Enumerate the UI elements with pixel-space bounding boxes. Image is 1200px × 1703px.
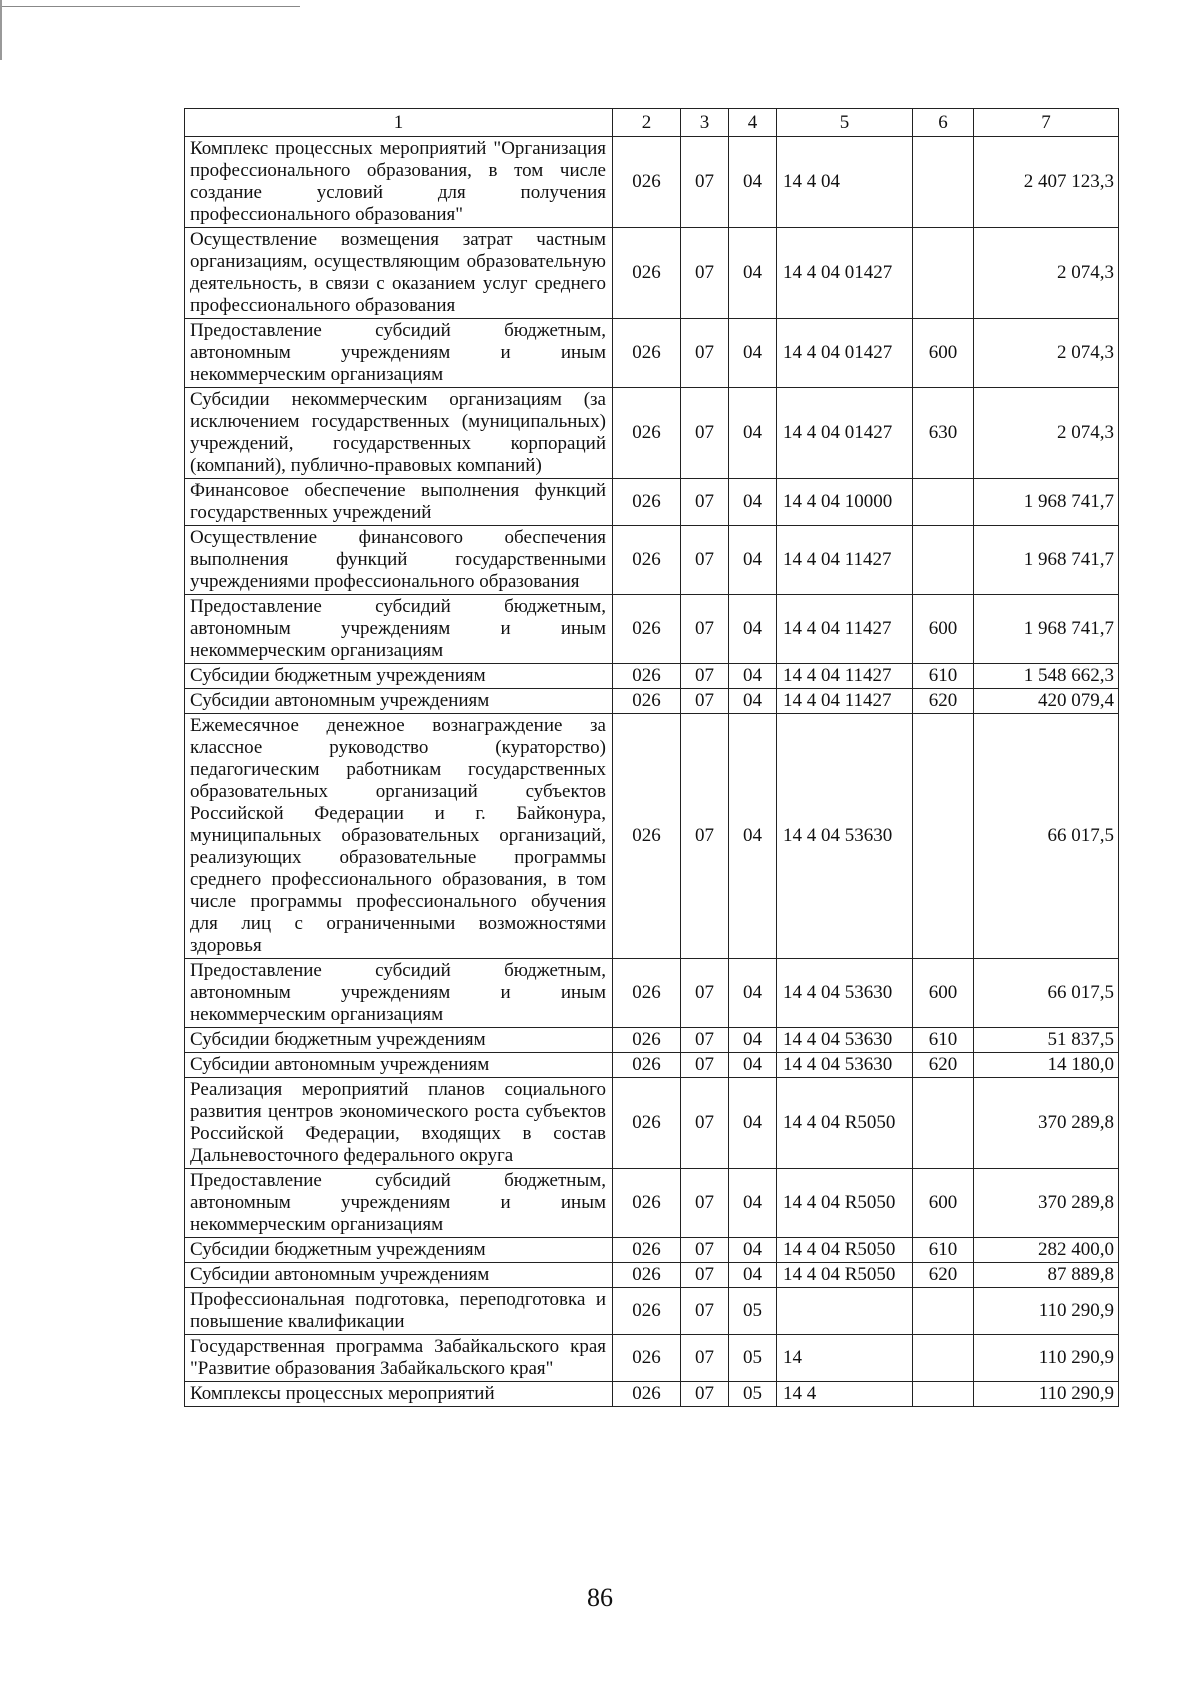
subsection-code-cell: 04 xyxy=(729,959,777,1028)
amount-cell: 51 837,5 xyxy=(974,1028,1119,1053)
target-article-cell: 14 4 04 R5050 xyxy=(777,1263,913,1288)
table-row xyxy=(185,388,1119,479)
table-row xyxy=(185,689,1119,714)
expense-type-cell xyxy=(913,137,974,228)
item-name-cell: Предоставление субсидий бюджетным, автономным учреждениям и иным некоммерческим организациям xyxy=(185,959,613,1028)
expense-type-cell: 600 xyxy=(913,319,974,388)
section-code-cell: 07 xyxy=(681,1078,729,1169)
amount-cell: 110 290,9 xyxy=(974,1335,1119,1382)
item-name-cell: Субсидии автономным учреждениям xyxy=(185,1053,613,1078)
item-name-cell: Предоставление субсидий бюджетным, автономным учреждениям и иным некоммерческим организациям xyxy=(185,319,613,388)
expense-type-cell: 620 xyxy=(913,1053,974,1078)
subsection-code-cell: 04 xyxy=(729,137,777,228)
expense-type-cell: 620 xyxy=(913,689,974,714)
item-name-cell: Субсидии автономным учреждениям xyxy=(185,689,613,714)
grbs-code-cell: 026 xyxy=(613,1078,681,1169)
grbs-code-cell: 026 xyxy=(613,1028,681,1053)
table-row xyxy=(185,714,1119,959)
amount-cell: 2 074,3 xyxy=(974,388,1119,479)
grbs-code-cell: 026 xyxy=(613,1382,681,1407)
subsection-code-cell: 04 xyxy=(729,1238,777,1263)
target-article-cell: 14 4 04 01427 xyxy=(777,388,913,479)
table-row xyxy=(185,1335,1119,1382)
item-name-cell: Субсидии некоммерческим организациям (за исключением государственных (муниципальных) учреждений, государственных корпораций (компаний), публично-правовых компаний) xyxy=(185,388,613,479)
subsection-code-cell: 05 xyxy=(729,1288,777,1335)
expense-type-cell: 610 xyxy=(913,664,974,689)
section-code-cell: 07 xyxy=(681,228,729,319)
grbs-code-cell: 026 xyxy=(613,714,681,959)
item-name-cell: Субсидии бюджетным учреждениям xyxy=(185,1028,613,1053)
grbs-code-cell: 026 xyxy=(613,319,681,388)
grbs-code-cell: 026 xyxy=(613,1238,681,1263)
item-name-cell: Предоставление субсидий бюджетным, автономным учреждениям и иным некоммерческим организациям xyxy=(185,595,613,664)
amount-cell: 370 289,8 xyxy=(974,1078,1119,1169)
amount-cell: 110 290,9 xyxy=(974,1288,1119,1335)
table-row xyxy=(185,1238,1119,1263)
item-name-cell: Комплексы процессных мероприятий xyxy=(185,1382,613,1407)
expense-type-cell: 620 xyxy=(913,1263,974,1288)
expense-type-cell xyxy=(913,479,974,526)
subsection-code-cell: 04 xyxy=(729,388,777,479)
subsection-code-cell: 04 xyxy=(729,1263,777,1288)
table-row xyxy=(185,1078,1119,1169)
grbs-code-cell: 026 xyxy=(613,664,681,689)
section-code-cell: 07 xyxy=(681,959,729,1028)
target-article-cell: 14 4 04 R5050 xyxy=(777,1238,913,1263)
grbs-code-cell: 026 xyxy=(613,388,681,479)
expense-type-cell xyxy=(913,1288,974,1335)
expense-type-cell xyxy=(913,1078,974,1169)
subsection-code-cell: 04 xyxy=(729,664,777,689)
subsection-code-cell: 05 xyxy=(729,1382,777,1407)
header-col-5: 5 xyxy=(777,109,913,137)
amount-cell: 110 290,9 xyxy=(974,1382,1119,1407)
amount-cell: 1 548 662,3 xyxy=(974,664,1119,689)
grbs-code-cell: 026 xyxy=(613,228,681,319)
target-article-cell: 14 4 04 11427 xyxy=(777,664,913,689)
subsection-code-cell: 04 xyxy=(729,479,777,526)
section-code-cell: 07 xyxy=(681,1238,729,1263)
header-col-4: 4 xyxy=(729,109,777,137)
item-name-cell: Субсидии бюджетным учреждениям xyxy=(185,664,613,689)
amount-cell: 282 400,0 xyxy=(974,1238,1119,1263)
amount-cell: 370 289,8 xyxy=(974,1169,1119,1238)
table-row xyxy=(185,1288,1119,1335)
subsection-code-cell: 04 xyxy=(729,228,777,319)
table-header-row xyxy=(185,109,1119,137)
table-row xyxy=(185,1053,1119,1078)
subsection-code-cell: 04 xyxy=(729,526,777,595)
grbs-code-cell: 026 xyxy=(613,1053,681,1078)
item-name-cell: Ежемесячное денежное вознаграждение за классное руководство (кураторство) педагогическим работникам государственных образовательных организаций субъектов Российской Федерации и г. Байконура, муниципальных образовательных организаций, реализующих образовательные программы среднего профессионального образования, в том числе программы профессионального обучения для лиц с ограниченными возможностями здоровья xyxy=(185,714,613,959)
target-article-cell: 14 4 xyxy=(777,1382,913,1407)
header-col-2: 2 xyxy=(613,109,681,137)
subsection-code-cell: 04 xyxy=(729,1028,777,1053)
grbs-code-cell: 026 xyxy=(613,1335,681,1382)
table-row xyxy=(185,137,1119,228)
subsection-code-cell: 04 xyxy=(729,1053,777,1078)
target-article-cell: 14 4 04 11427 xyxy=(777,689,913,714)
target-article-cell: 14 4 04 R5050 xyxy=(777,1078,913,1169)
target-article-cell: 14 4 04 11427 xyxy=(777,595,913,664)
target-article-cell xyxy=(777,1288,913,1335)
expense-type-cell xyxy=(913,228,974,319)
section-code-cell: 07 xyxy=(681,1028,729,1053)
section-code-cell: 07 xyxy=(681,1263,729,1288)
target-article-cell: 14 4 04 53630 xyxy=(777,1053,913,1078)
expense-type-cell xyxy=(913,1335,974,1382)
section-code-cell: 07 xyxy=(681,595,729,664)
header-col-3: 3 xyxy=(681,109,729,137)
grbs-code-cell: 026 xyxy=(613,595,681,664)
table-row xyxy=(185,664,1119,689)
amount-cell: 87 889,8 xyxy=(974,1263,1119,1288)
header-col-1: 1 xyxy=(185,109,613,137)
item-name-cell: Комплекс процессных мероприятий "Организация профессионального образования, в том числе создание условий для получения профессионального образования" xyxy=(185,137,613,228)
amount-cell: 2 407 123,3 xyxy=(974,137,1119,228)
amount-cell: 66 017,5 xyxy=(974,959,1119,1028)
expense-type-cell: 600 xyxy=(913,1169,974,1238)
expense-type-cell: 610 xyxy=(913,1028,974,1053)
section-code-cell: 07 xyxy=(681,526,729,595)
table-row xyxy=(185,1169,1119,1238)
budget-table xyxy=(184,108,1119,1407)
amount-cell: 14 180,0 xyxy=(974,1053,1119,1078)
table-row xyxy=(185,959,1119,1028)
item-name-cell: Профессиональная подготовка, переподготовка и повышение квалификации xyxy=(185,1288,613,1335)
section-code-cell: 07 xyxy=(681,319,729,388)
subsection-code-cell: 04 xyxy=(729,595,777,664)
expense-type-cell: 600 xyxy=(913,959,974,1028)
subsection-code-cell: 04 xyxy=(729,319,777,388)
section-code-cell: 07 xyxy=(681,137,729,228)
expense-type-cell xyxy=(913,526,974,595)
scan-edge-line xyxy=(0,6,300,7)
amount-cell: 66 017,5 xyxy=(974,714,1119,959)
section-code-cell: 07 xyxy=(681,1335,729,1382)
amount-cell: 1 968 741,7 xyxy=(974,479,1119,526)
table-row xyxy=(185,595,1119,664)
amount-cell: 2 074,3 xyxy=(974,319,1119,388)
amount-cell: 2 074,3 xyxy=(974,228,1119,319)
grbs-code-cell: 026 xyxy=(613,1288,681,1335)
scan-edge-mark xyxy=(0,0,2,60)
item-name-cell: Государственная программа Забайкальского края "Развитие образования Забайкальского края" xyxy=(185,1335,613,1382)
target-article-cell: 14 4 04 R5050 xyxy=(777,1169,913,1238)
target-article-cell: 14 4 04 xyxy=(777,137,913,228)
grbs-code-cell: 026 xyxy=(613,959,681,1028)
item-name-cell: Реализация мероприятий планов социального развития центров экономического роста субъектов Российской Федерации, входящих в состав Дальневосточного федерального округа xyxy=(185,1078,613,1169)
expense-type-cell: 630 xyxy=(913,388,974,479)
grbs-code-cell: 026 xyxy=(613,1169,681,1238)
item-name-cell: Субсидии бюджетным учреждениям xyxy=(185,1238,613,1263)
section-code-cell: 07 xyxy=(681,1053,729,1078)
section-code-cell: 07 xyxy=(681,714,729,959)
section-code-cell: 07 xyxy=(681,388,729,479)
target-article-cell: 14 xyxy=(777,1335,913,1382)
table-row xyxy=(185,1263,1119,1288)
table-row xyxy=(185,526,1119,595)
grbs-code-cell: 026 xyxy=(613,479,681,526)
header-col-6: 6 xyxy=(913,109,974,137)
section-code-cell: 07 xyxy=(681,1382,729,1407)
amount-cell: 420 079,4 xyxy=(974,689,1119,714)
table-row xyxy=(185,1028,1119,1053)
subsection-code-cell: 04 xyxy=(729,714,777,959)
grbs-code-cell: 026 xyxy=(613,526,681,595)
target-article-cell: 14 4 04 53630 xyxy=(777,1028,913,1053)
target-article-cell: 14 4 04 53630 xyxy=(777,714,913,959)
expense-type-cell xyxy=(913,714,974,959)
table-row xyxy=(185,228,1119,319)
target-article-cell: 14 4 04 01427 xyxy=(777,228,913,319)
table-row xyxy=(185,319,1119,388)
target-article-cell: 14 4 04 01427 xyxy=(777,319,913,388)
amount-cell: 1 968 741,7 xyxy=(974,526,1119,595)
target-article-cell: 14 4 04 10000 xyxy=(777,479,913,526)
item-name-cell: Осуществление финансового обеспечения выполнения функций государственными учреждениями профессионального образования xyxy=(185,526,613,595)
item-name-cell: Субсидии автономным учреждениям xyxy=(185,1263,613,1288)
grbs-code-cell: 026 xyxy=(613,137,681,228)
amount-cell: 1 968 741,7 xyxy=(974,595,1119,664)
section-code-cell: 07 xyxy=(681,1169,729,1238)
section-code-cell: 07 xyxy=(681,1288,729,1335)
expense-type-cell xyxy=(913,1382,974,1407)
section-code-cell: 07 xyxy=(681,664,729,689)
target-article-cell: 14 4 04 11427 xyxy=(777,526,913,595)
target-article-cell: 14 4 04 53630 xyxy=(777,959,913,1028)
item-name-cell: Предоставление субсидий бюджетным, автономным учреждениям и иным некоммерческим организациям xyxy=(185,1169,613,1238)
grbs-code-cell: 026 xyxy=(613,689,681,714)
subsection-code-cell: 04 xyxy=(729,1169,777,1238)
page-number: 86 xyxy=(587,1583,613,1612)
header-col-7: 7 xyxy=(974,109,1119,137)
expense-type-cell: 610 xyxy=(913,1238,974,1263)
expense-type-cell: 600 xyxy=(913,595,974,664)
section-code-cell: 07 xyxy=(681,689,729,714)
item-name-cell: Финансовое обеспечение выполнения функций государственных учреждений xyxy=(185,479,613,526)
subsection-code-cell: 04 xyxy=(729,1078,777,1169)
item-name-cell: Осуществление возмещения затрат частным организациям, осуществляющим образовательную деятельность, в связи с оказанием услуг среднего профессионального образования xyxy=(185,228,613,319)
subsection-code-cell: 04 xyxy=(729,689,777,714)
section-code-cell: 07 xyxy=(681,479,729,526)
grbs-code-cell: 026 xyxy=(613,1263,681,1288)
table-row xyxy=(185,1382,1119,1407)
table-row xyxy=(185,479,1119,526)
subsection-code-cell: 05 xyxy=(729,1335,777,1382)
